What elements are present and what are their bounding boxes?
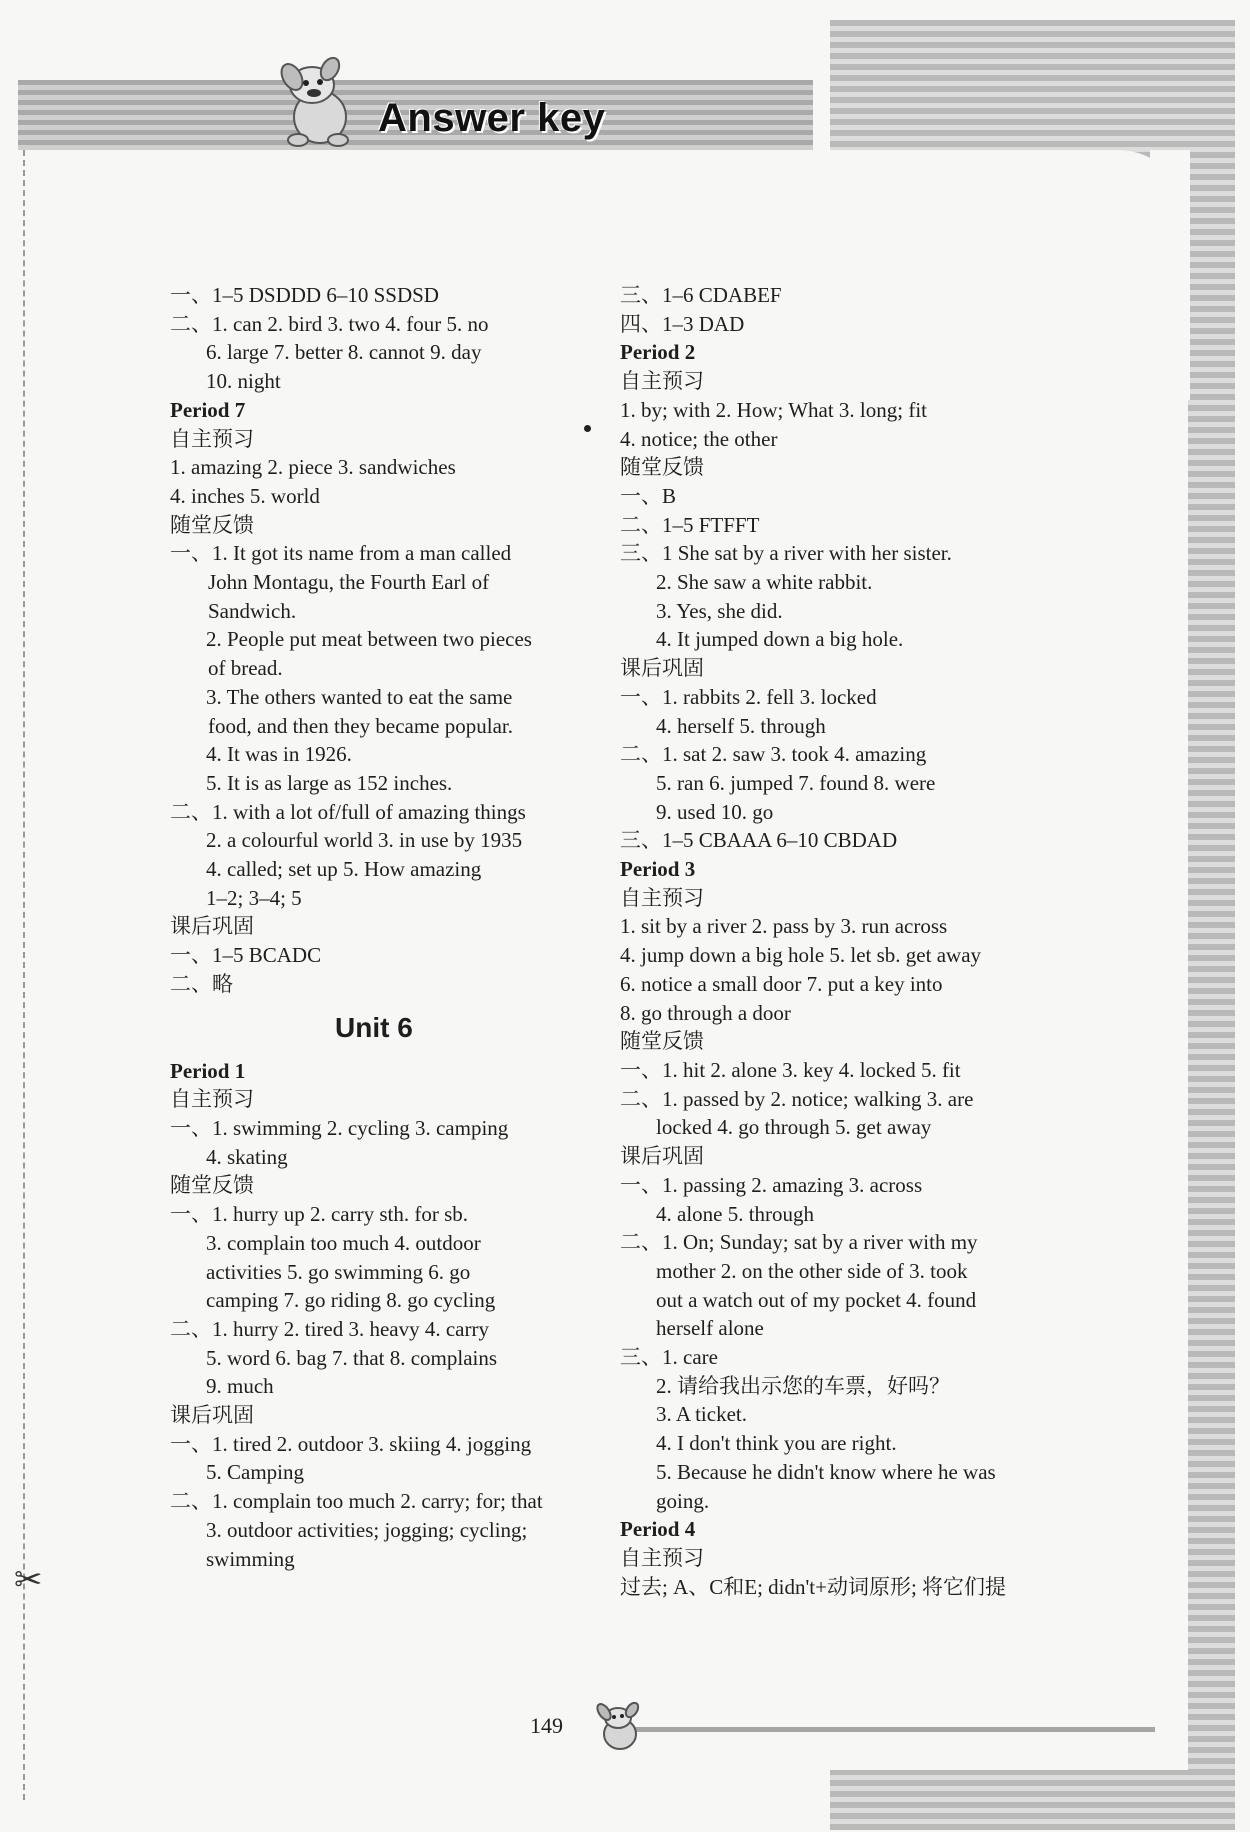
answer-line: 二、1. with a lot of/full of amazing things <box>170 799 526 824</box>
answer-line: John Montagu, the Fourth Earl of <box>208 570 490 595</box>
answer-line: 二、1–5 FTFFT <box>620 512 760 537</box>
answer-line: herself alone <box>656 1316 764 1341</box>
mascot-dog-icon <box>270 55 360 150</box>
answer-line: 随堂反馈 <box>170 512 254 537</box>
period-heading: Period 7 <box>170 397 246 422</box>
answer-line: 5. ran 6. jumped 7. found 8. were <box>656 770 936 795</box>
answer-line: 6. notice a small door 7. put a key into <box>620 971 943 996</box>
answer-line: 4. alone 5. through <box>656 1201 815 1226</box>
answer-line: of bread. <box>208 656 283 681</box>
answer-line: 5. Camping <box>206 1460 304 1485</box>
answer-line: 一、1–5 DSDDD 6–10 SSDSD <box>170 283 439 307</box>
answer-line: 课后巩固 <box>170 914 254 939</box>
answer-line: 4. It was in 1926. <box>206 742 352 767</box>
period-heading: Period 1 <box>170 1058 246 1083</box>
answer-line: 3. The others wanted to eat the same <box>206 684 513 709</box>
answer-line: mother 2. on the other side of 3. took <box>656 1258 968 1283</box>
answer-line: 4. I don't think you are right. <box>656 1431 897 1456</box>
footer-mascot-icon <box>592 1700 648 1756</box>
footer-rule <box>625 1727 1155 1732</box>
answer-line: 二、1. can 2. bird 3. two 4. four 5. no <box>170 311 489 336</box>
answer-line: 自主预习 <box>620 885 704 910</box>
answer-line: 二、1. sat 2. saw 3. took 4. amazing <box>620 742 927 767</box>
answer-line: out a watch out of my pocket 4. found <box>656 1287 977 1312</box>
answer-line: 6. large 7. better 8. cannot 9. day <box>206 340 482 365</box>
period-heading: Period 2 <box>620 340 696 365</box>
answer-line: locked 4. go through 5. get away <box>656 1115 932 1140</box>
answer-line: 一、1. hurry up 2. carry sth. for sb. <box>170 1202 469 1227</box>
answer-line: 一、B <box>620 483 677 508</box>
answer-line: 4. notice; the other <box>620 426 778 451</box>
answer-line: 自主预习 <box>620 369 704 394</box>
period-heading: Period 3 <box>620 857 696 882</box>
answer-line: 9. used 10. go <box>656 799 774 824</box>
answer-line: 二、略 <box>170 971 233 996</box>
answer-line: 自主预习 <box>620 1545 704 1570</box>
answer-line: 一、1. swimming 2. cycling 3. camping <box>170 1115 509 1140</box>
answer-line: 三、1 She sat by a river with her sister. <box>620 541 952 566</box>
answer-line: 课后巩固 <box>170 1403 254 1428</box>
answer-line: 4. herself 5. through <box>656 713 826 738</box>
answer-line: 2. People put meat between two pieces <box>206 627 532 652</box>
answer-line: 4. inches 5. world <box>170 483 320 508</box>
answer-line: 9. much <box>206 1374 274 1399</box>
left-answer-column <box>170 281 590 1573</box>
answer-line: 三、1–6 CDABEF <box>620 283 782 307</box>
answer-line: 二、1. On; Sunday; sat by a river with my <box>620 1230 978 1255</box>
answer-line: food, and then they became popular. <box>208 713 513 738</box>
answer-line: 3. complain too much 4. outdoor <box>206 1230 481 1255</box>
answer-line: 二、1. hurry 2. tired 3. heavy 4. carry <box>170 1316 489 1341</box>
answer-line: 三、1. care <box>620 1345 718 1370</box>
answer-line: 三、1–5 CBAAA 6–10 CBDAD <box>620 828 898 853</box>
page-number: 149 <box>530 1713 563 1738</box>
answer-line: Sandwich. <box>208 598 297 623</box>
right-answer-column <box>620 281 1050 1601</box>
answer-line: 10. night <box>206 369 281 394</box>
answer-line: 一、1. tired 2. outdoor 3. skiing 4. jogging <box>170 1431 532 1456</box>
answer-line: 一、1. rabbits 2. fell 3. locked <box>620 684 877 709</box>
answer-line: camping 7. go riding 8. go cycling <box>206 1288 496 1313</box>
answer-line: 2. She saw a white rabbit. <box>656 570 873 595</box>
answer-line: 4. jump down a big hole 5. let sb. get away <box>620 943 982 968</box>
panel-cutout <box>1150 150 1190 400</box>
answer-line: 过去; A、C和E; didn't+动词原形; 将它们提 <box>620 1574 1007 1599</box>
unit-heading: Unit 6 <box>335 1011 413 1043</box>
answer-line: 自主预习 <box>170 1087 254 1112</box>
answer-line: 二、1. complain too much 2. carry; for; that <box>170 1489 543 1514</box>
answer-line: 一、1. passing 2. amazing 3. across <box>620 1172 923 1197</box>
answer-line: 四、1–3 DAD <box>620 311 745 336</box>
answer-line: 随堂反馈 <box>620 1029 704 1054</box>
answer-line: 8. go through a door <box>620 1000 791 1025</box>
answer-line: 1. by; with 2. How; What 3. long; fit <box>620 397 928 422</box>
answer-line: 4. It jumped down a big hole. <box>656 627 904 652</box>
bullet-mark <box>584 425 591 432</box>
answer-line: 一、1–5 BCADC <box>170 943 322 968</box>
answer-line: 一、1. It got its name from a man called <box>170 541 512 566</box>
answer-line: 随堂反馈 <box>620 455 704 480</box>
answer-line: 1. sit by a river 2. pass by 3. run across <box>620 914 948 939</box>
answer-line: 一、1. hit 2. alone 3. key 4. locked 5. fit <box>620 1057 961 1082</box>
answer-line: 5. word 6. bag 7. that 8. complains <box>206 1345 498 1370</box>
answer-line: 3. outdoor activities; jogging; cycling; <box>206 1517 528 1542</box>
cut-line <box>23 150 25 1800</box>
answer-line: 3. A ticket. <box>656 1402 747 1427</box>
answer-line: 2. 请给我出示您的车票，好吗？ <box>656 1373 950 1398</box>
answer-line: 3. Yes, she did. <box>656 598 783 623</box>
scissors-icon: ✂ <box>14 1562 43 1599</box>
answer-line: 课后巩固 <box>620 656 704 681</box>
answer-line: going. <box>656 1488 710 1513</box>
answer-line: 随堂反馈 <box>170 1173 254 1198</box>
answer-line: 自主预习 <box>170 426 254 451</box>
answer-line: activities 5. go swimming 6. go <box>206 1259 471 1284</box>
period-heading: Period 4 <box>620 1517 696 1542</box>
answer-line: 课后巩固 <box>620 1144 704 1169</box>
page-title: Answer key <box>378 96 606 140</box>
answer-line: 5. It is as large as 152 inches. <box>206 770 453 795</box>
answer-line: 2. a colourful world 3. in use by 1935 <box>206 828 523 853</box>
answer-line: 4. called; set up 5. How amazing <box>206 857 482 882</box>
answer-line: 二、1. passed by 2. notice; walking 3. are <box>620 1086 974 1111</box>
answer-line: 1–2; 3–4; 5 <box>206 885 302 910</box>
answer-line: 5. Because he didn't know where he was <box>656 1459 996 1484</box>
answer-line: 1. amazing 2. piece 3. sandwiches <box>170 455 456 480</box>
answer-line: swimming <box>206 1546 295 1571</box>
answer-line: 4. skating <box>206 1144 288 1169</box>
